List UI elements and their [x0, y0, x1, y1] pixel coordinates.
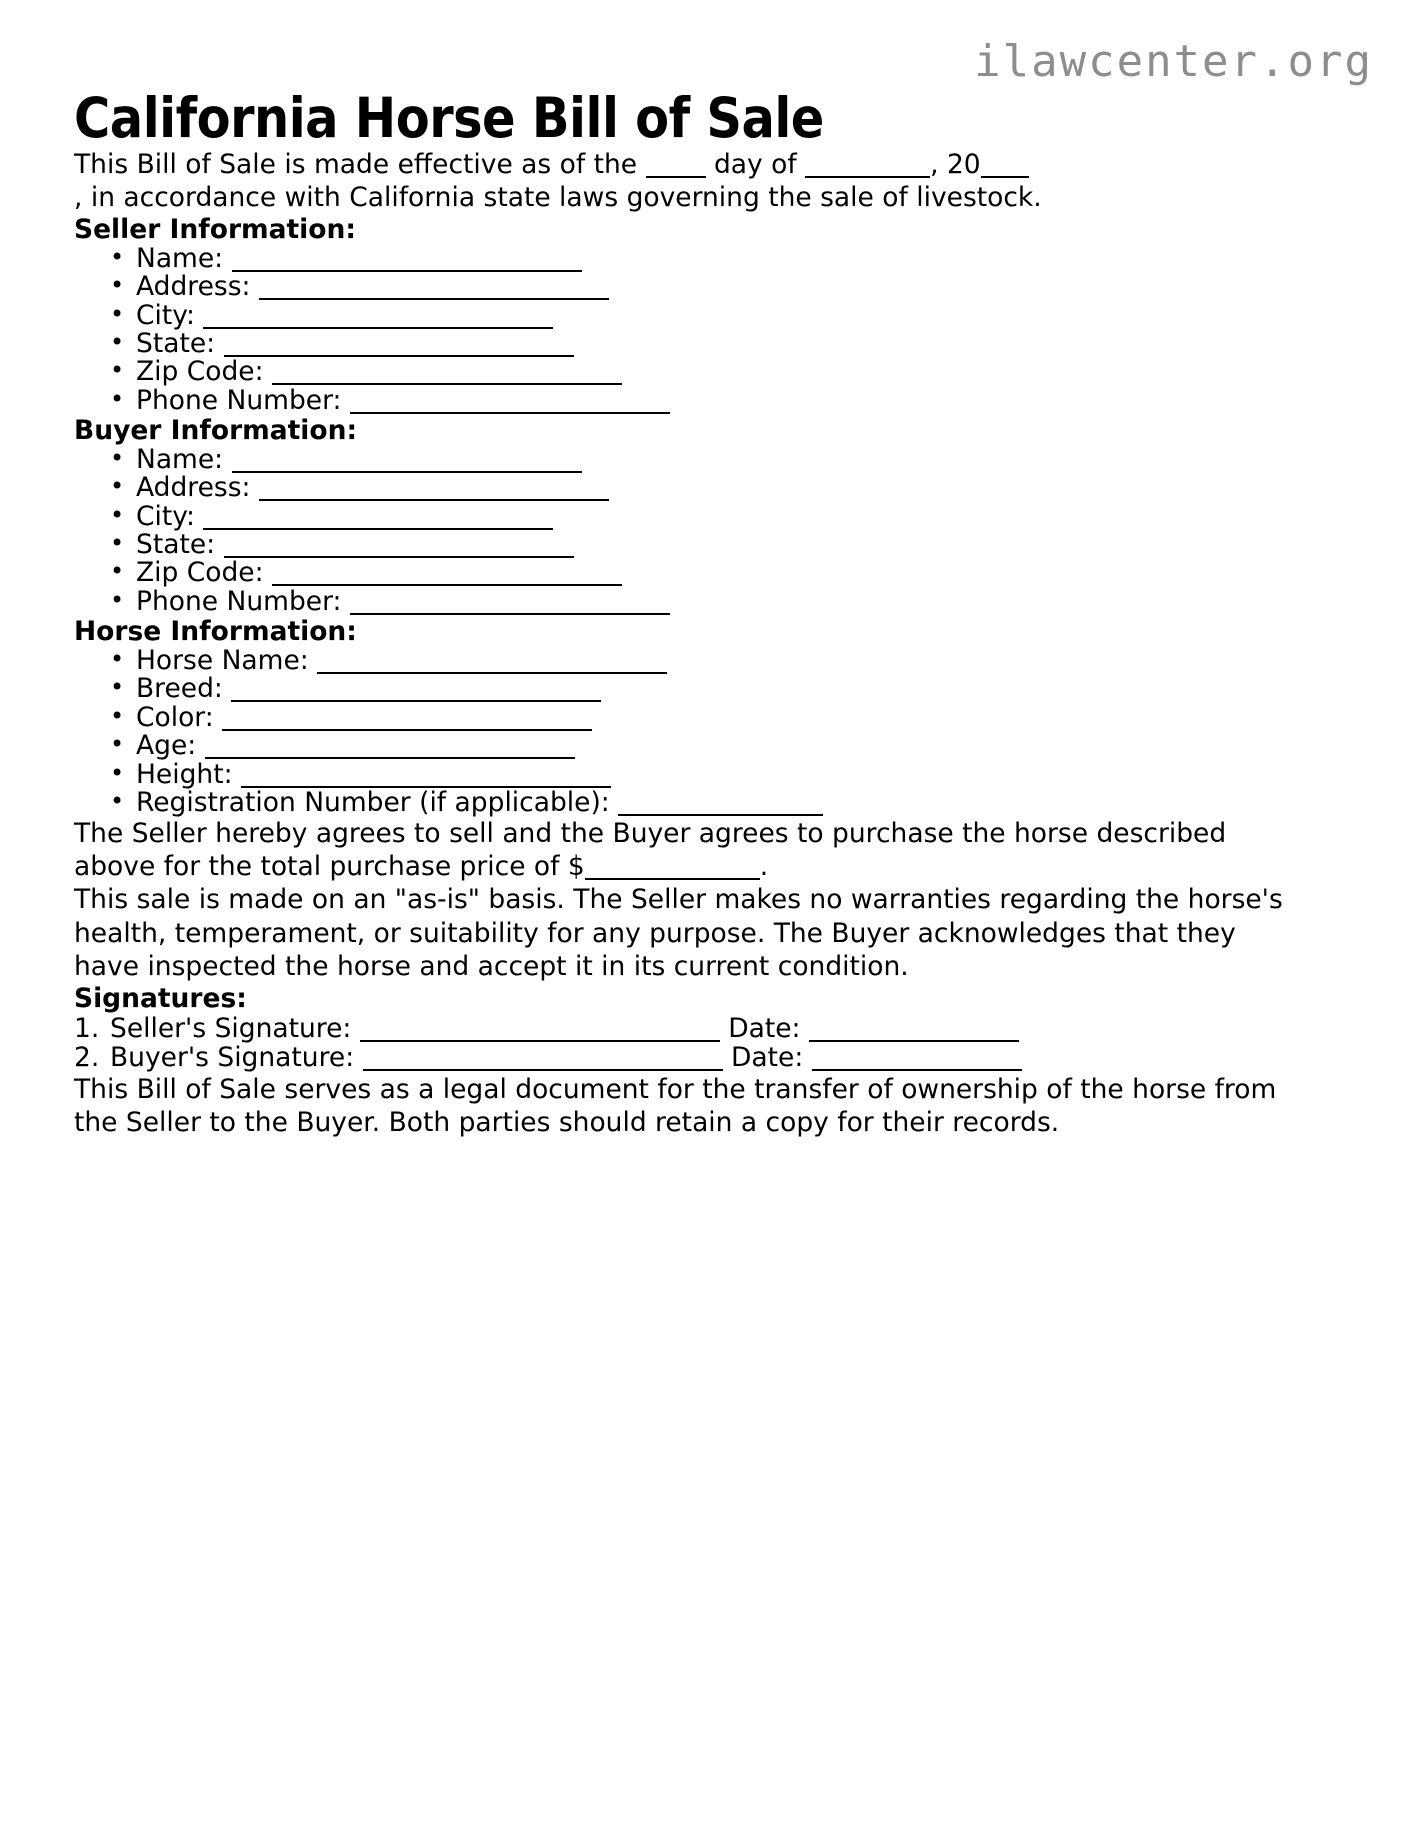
signature-label: Buyer's Signature: — [110, 1042, 363, 1074]
field-blank[interactable] — [224, 355, 574, 357]
field-label: State: — [136, 328, 224, 360]
intro-text-2: day of — [705, 148, 806, 180]
field-blank[interactable] — [259, 499, 609, 501]
signature-blank[interactable] — [363, 1069, 723, 1071]
field-label: City: — [136, 500, 204, 532]
list-item — [74, 1043, 1364, 1072]
intro-text-3: , 20 — [930, 148, 981, 180]
list-item — [74, 786, 1364, 818]
list-item — [74, 1014, 1364, 1043]
list-item — [74, 758, 1364, 790]
field-label: Name: — [136, 444, 232, 476]
field-blank[interactable] — [231, 700, 601, 702]
list-item — [74, 384, 1364, 416]
intro-text-1: This Bill of Sale is made effective as of the — [74, 148, 646, 180]
field-label: City: — [136, 299, 204, 331]
signature-label: Seller's Signature: — [110, 1012, 360, 1044]
purchase-price-blank[interactable] — [585, 878, 760, 880]
field-label: Name: — [136, 243, 232, 274]
date-label: Date: — [722, 1042, 812, 1074]
list-item — [74, 474, 1364, 502]
purchase-text-1: The Seller hereby agrees to sell and the Buyer agrees to purchase the horse described above for the total purchase price of $ — [74, 818, 1227, 883]
field-blank[interactable] — [203, 528, 553, 530]
field-label: Age: — [136, 730, 205, 762]
field-label: Phone Number: — [136, 384, 350, 416]
field-blank[interactable] — [205, 757, 575, 759]
field-label: Breed: — [136, 673, 232, 705]
list-item — [74, 675, 1364, 703]
date-blank[interactable] — [809, 1040, 1019, 1042]
buyer-information-heading: Buyer Information: — [74, 415, 358, 447]
list-item — [74, 701, 1364, 733]
buyer-field-list — [74, 446, 1364, 616]
field-label: Registration Number (if applicable): — [136, 786, 619, 818]
field-label: Zip Code: — [136, 557, 272, 589]
field-blank[interactable] — [317, 672, 667, 674]
intro-paragraph — [74, 148, 1300, 214]
signatures-heading: Signatures: — [74, 982, 247, 1014]
field-blank[interactable] — [350, 613, 670, 615]
document-content — [74, 0, 1364, 1139]
list-item — [74, 732, 1364, 760]
signature-list — [74, 1014, 1364, 1073]
closing-paragraph: This Bill of Sale serves as a legal document for the transfer of ownership of the horse from the Seller to the Buyer. Both parties should retain a copy for their records. — [74, 1073, 1277, 1138]
horse-field-list — [74, 647, 1364, 817]
signature-blank[interactable] — [360, 1040, 720, 1042]
field-blank[interactable] — [618, 814, 823, 816]
field-blank[interactable] — [224, 556, 574, 558]
list-item — [74, 531, 1364, 559]
intro-month-blank[interactable] — [805, 176, 930, 178]
list-item — [74, 299, 1364, 331]
field-label: Color: — [136, 701, 223, 733]
intro-year-blank[interactable] — [981, 176, 1029, 178]
intro-day-blank[interactable] — [646, 176, 706, 178]
list-item — [74, 446, 1364, 474]
field-label: Address: — [136, 472, 259, 504]
field-label: Height: — [136, 758, 241, 790]
field-label: Phone Number: — [136, 585, 350, 617]
field-blank[interactable] — [222, 729, 592, 731]
field-blank[interactable] — [232, 270, 582, 272]
purchase-price-paragraph — [74, 817, 1300, 883]
field-label: State: — [136, 529, 224, 561]
intro-text-4: , in accordance with California state laws governing the sale of livestock. — [74, 181, 1042, 213]
list-item — [74, 330, 1364, 358]
seller-information-heading: Seller Information: — [74, 214, 356, 245]
page-title: California Horse Bill of Sale — [74, 86, 824, 150]
list-item — [74, 647, 1364, 675]
site-watermark: ilawcenter.org — [974, 36, 1373, 87]
field-blank[interactable] — [232, 471, 582, 473]
list-item — [74, 245, 1364, 273]
field-blank[interactable] — [203, 327, 553, 329]
seller-field-list — [74, 245, 1364, 415]
field-blank[interactable] — [259, 298, 609, 300]
date-blank[interactable] — [812, 1069, 1022, 1071]
list-item — [74, 585, 1364, 617]
list-item — [74, 358, 1364, 386]
list-item — [74, 559, 1364, 587]
field-blank[interactable] — [350, 412, 670, 414]
field-label: Address: — [136, 271, 259, 303]
list-item — [74, 273, 1364, 301]
date-label: Date: — [719, 1012, 809, 1044]
field-label: Zip Code: — [136, 356, 272, 388]
as-is-paragraph: This sale is made on an "as-is" basis. The Seller makes no warranties regarding the horse's health, temperament, or suitability for any purpose. The Buyer acknowledges that they have inspected the horse and accept it in its current condition. — [74, 884, 1283, 982]
list-item — [74, 500, 1364, 532]
horse-information-heading: Horse Information: — [74, 616, 357, 648]
purchase-text-2: . — [759, 851, 769, 883]
field-label: Horse Name: — [136, 645, 318, 677]
